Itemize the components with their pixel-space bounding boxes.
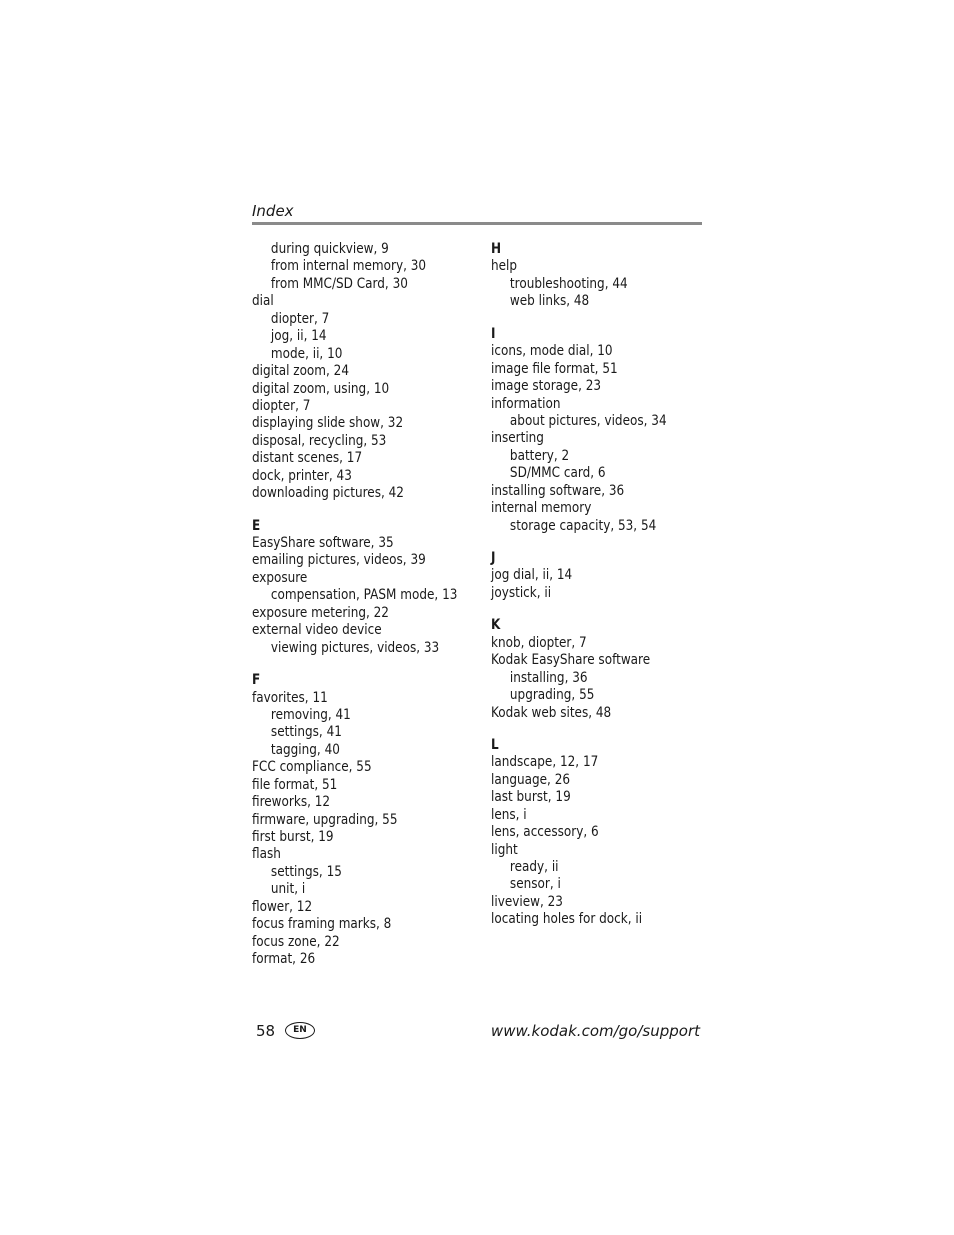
index-subentry: web links, 48: [509, 293, 590, 310]
index-entry: FCC compliance, 55: [252, 759, 372, 776]
index-entry: Kodak web sites, 48: [491, 704, 612, 721]
index-letter-heading: F: [252, 672, 261, 689]
index-subentry: tagging, 40: [270, 741, 340, 758]
index-letter-heading: I: [491, 325, 496, 342]
index-entry: exposure: [252, 569, 308, 586]
support-url[interactable]: www.kodak.com/go/support: [490, 1022, 700, 1040]
index-entry: favorites, 11: [252, 689, 328, 706]
index-subentry: removing, 41: [270, 706, 351, 723]
index-entry: EasyShare software, 35: [252, 535, 394, 551]
index-letter-heading: E: [252, 517, 261, 534]
index-letter-heading: J: [491, 550, 496, 566]
index-entry: external video device: [252, 622, 382, 639]
index-subentry: jog, ii, 14: [270, 328, 327, 345]
index-entry: help: [491, 258, 518, 275]
index-entry: locating holes for dock, ii: [491, 911, 643, 928]
index-letter-heading: L: [491, 736, 499, 753]
index-subentry: ready, ii: [509, 859, 559, 875]
index-entry: flower, 12: [252, 898, 313, 915]
index-entry: distant scenes, 17: [252, 450, 363, 467]
index-entry: light: [491, 841, 518, 858]
index-subentry: sensor, i: [509, 876, 561, 893]
index-entry: emailing pictures, videos, 39: [252, 552, 426, 569]
index-subentry: from internal memory, 30: [270, 258, 427, 275]
page-header-title: Index: [252, 202, 294, 220]
index-column-left: [252, 241, 482, 969]
index-entry: installing software, 36: [491, 482, 625, 499]
index-entry: joystick, ii: [491, 584, 552, 601]
index-subentry: mode, ii, 10: [270, 345, 343, 362]
index-entry: fireworks, 12: [252, 794, 331, 811]
index-entry: digital zoom, 24: [252, 363, 350, 380]
index-subentry: from MMC/SD Card, 30: [270, 275, 408, 292]
index-entry: first burst, 19: [252, 829, 334, 845]
index-subentry: compensation, PASM mode, 13: [270, 587, 458, 604]
index-entry: inserting: [491, 430, 544, 447]
index-entry: diopter, 7: [252, 397, 311, 414]
header-divider: [252, 222, 702, 225]
index-entry: jog dial, ii, 14: [491, 567, 573, 584]
index-entry: image file format, 51: [491, 360, 618, 377]
index-subentry: during quickview, 9: [270, 241, 389, 257]
language-badge: EN: [285, 1022, 315, 1039]
index-subentry: unit, i: [270, 881, 306, 898]
index-entry: icons, mode dial, 10: [491, 343, 613, 360]
index-column-right: [491, 241, 721, 929]
index-subentry: troubleshooting, 44: [509, 275, 628, 292]
index-letter-heading: K: [491, 617, 501, 634]
index-entry: internal memory: [491, 500, 592, 517]
index-entry: downloading pictures, 42: [252, 485, 404, 502]
index-entry: dock, printer, 43: [252, 467, 352, 484]
index-subentry: diopter, 7: [270, 310, 330, 327]
index-subentry: installing, 36: [509, 669, 588, 686]
index-entry: focus framing marks, 8: [252, 916, 392, 933]
index-entry: flash: [252, 846, 281, 863]
index-entry: lens, accessory, 6: [491, 824, 599, 841]
index-letter-heading: H: [491, 241, 502, 257]
index-entry: focus zone, 22: [252, 933, 340, 950]
index-subentry: upgrading, 55: [509, 687, 595, 704]
index-entry: displaying slide show, 32: [252, 415, 404, 432]
index-entry: digital zoom, using, 10: [252, 380, 390, 397]
index-subentry: settings, 15: [270, 863, 342, 880]
index-entry: disposal, recycling, 53: [252, 432, 387, 449]
index-subentry: viewing pictures, videos, 33: [270, 639, 440, 656]
index-subentry: about pictures, videos, 34: [509, 412, 667, 429]
index-entry: knob, diopter, 7: [491, 634, 587, 651]
page-number: 58: [256, 1022, 276, 1040]
index-entry: firmware, upgrading, 55: [252, 811, 398, 828]
index-subentry: battery, 2: [509, 447, 570, 464]
index-entry: language, 26: [491, 771, 571, 788]
index-entry: Kodak EasyShare software: [491, 652, 651, 669]
index-subentry: SD/MMC card, 6: [509, 465, 606, 482]
index-entry: dial: [252, 293, 274, 310]
index-entry: format, 26: [252, 951, 316, 968]
index-entry: lens, i: [491, 806, 527, 823]
index-entry: last burst, 19: [491, 789, 571, 806]
index-entry: information: [491, 395, 561, 412]
index-entry: exposure metering, 22: [252, 604, 389, 621]
index-subentry: storage capacity, 53, 54: [509, 517, 657, 534]
index-entry: landscape, 12, 17: [491, 754, 599, 771]
index-entry: file format, 51: [252, 776, 338, 793]
index-subentry: settings, 41: [270, 724, 342, 741]
index-entry: liveview, 23: [491, 893, 563, 910]
index-entry: image storage, 23: [491, 378, 602, 395]
